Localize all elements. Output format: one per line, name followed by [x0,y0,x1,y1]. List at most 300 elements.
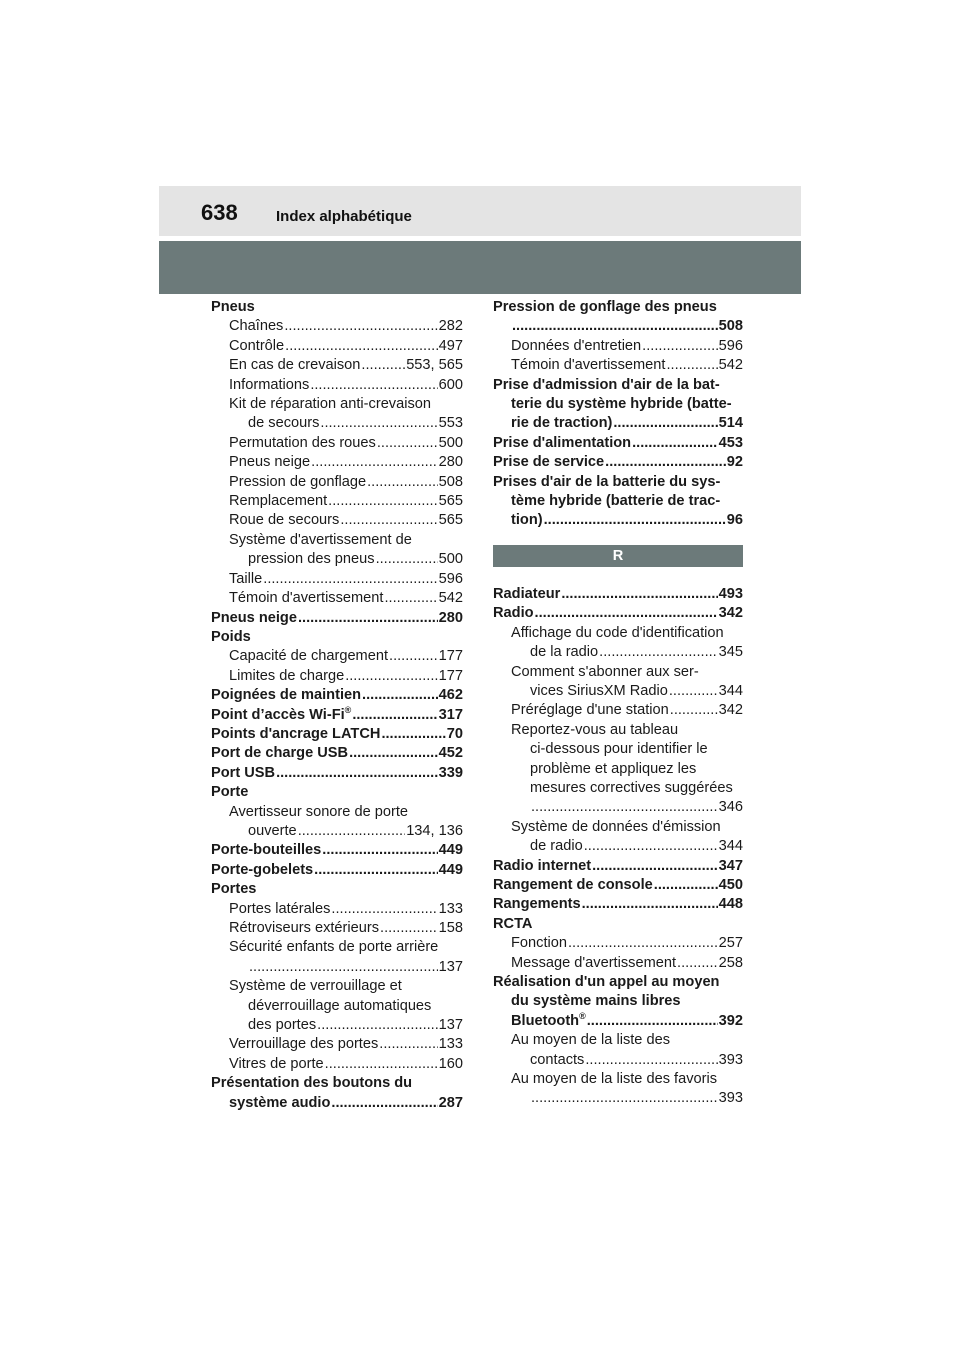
entry-term-line: terie du système hybride (batte- [511,396,732,413]
entry-term: tion) [511,512,543,529]
index-entry-sub [493,356,743,375]
index-entry-line [211,861,463,880]
page-reference: 345 [718,644,743,661]
dot-leader [599,643,717,662]
entry-term: ouverte [248,822,297,839]
index-entry-main [211,841,463,860]
index-entry-sub [211,434,463,453]
entry-term: Prise de service [493,454,605,471]
index-entry-main [211,880,463,899]
index-entry-sub [211,570,463,589]
index-entry-main [493,434,743,453]
index-entry-main [211,744,463,763]
page-reference: 542 [718,357,743,374]
entry-term: Porte-gobelets [211,861,314,878]
index-entry-sub [493,1031,743,1070]
page-reference: 92 [726,454,743,471]
page-reference: 347 [718,857,743,874]
index-entry-line [530,643,743,662]
page-reference: 449 [438,842,463,859]
index-entry-line [229,434,463,453]
index-entry-sub [211,492,463,511]
index-entry-line [229,1055,463,1074]
index-entry-line [211,744,463,763]
index-entry-line [211,764,463,783]
index-entry-line [530,1089,743,1108]
page-reference: 280 [438,609,463,626]
page-reference: 448 [718,896,743,913]
page-reference: 565 [438,493,463,510]
entry-term-line: déverrouillage automatiques [248,997,432,1014]
index-entry-sub [493,663,743,702]
dot-leader [377,434,438,453]
page-reference: 500 [438,434,463,451]
dot-leader [285,337,437,356]
page-reference: 393 [718,1090,743,1107]
page-reference: 134, 136 [406,822,463,839]
entry-term: Pression de gonflage [229,473,367,490]
entry-term-line: Pression de gonflage des pneus [493,299,717,315]
entry-term: Préréglage d'une station [511,702,669,719]
index-entry-line [229,337,463,356]
page-reference: 452 [438,745,463,762]
index-column-left [211,298,463,1113]
entry-term: Témoin d'avertissement [229,590,384,607]
entry-term: Pneus neige [229,454,311,471]
page-reference: 542 [438,590,463,607]
entry-term-line: Système de verrouillage et [229,978,402,995]
index-entry-sub [211,977,463,1035]
entry-term: Limites de charge [229,667,345,684]
dot-leader [340,511,437,530]
index-entry-main [211,686,463,705]
index-entry-line [248,958,463,977]
entry-term: de la radio [530,644,599,661]
dot-leader [605,453,726,472]
entry-term: contacts [530,1051,585,1068]
dot-leader [389,647,438,666]
index-entry-line [229,589,463,608]
entry-term: Contrôle [229,337,285,354]
entry-term: Fonction [511,935,567,952]
page-reference: 393 [718,1051,743,1068]
entry-term: Roue de secours [229,512,340,529]
section-band [159,241,801,294]
index-entry-line [248,414,463,433]
entry-term: Pneus [211,299,255,315]
dot-leader [263,570,437,589]
page-reference: 500 [438,551,463,568]
entry-term: RCTA [493,915,533,932]
dot-leader [320,414,437,433]
page-reference: 137 [438,958,463,975]
index-entry-line [229,511,463,530]
index-entry-sub [211,647,463,666]
entry-term: Message d'avertissement [511,954,677,971]
dot-leader [585,1051,717,1070]
index-entry-sub [493,934,743,953]
index-entry-sub [493,337,743,356]
entry-term: Permutation des roues [229,434,376,451]
entry-term: Radio [493,605,534,622]
page-reference: 258 [718,954,743,971]
index-entry-line [211,609,463,628]
entry-term: vices SiriusXM Radio [530,682,668,699]
dot-leader [531,1089,718,1108]
dot-leader [322,841,437,860]
entry-term: Taille [229,570,263,587]
dot-leader [314,861,437,880]
dot-leader [352,706,437,725]
entry-term: Chaînes [229,318,284,335]
entry-term: rie de traction) [511,415,613,432]
index-entry-line [493,895,743,914]
page-reference: 137 [438,1017,463,1034]
index-entry-sub [211,919,463,938]
dot-leader [380,919,438,938]
index-entry-line [248,550,463,569]
index-entry-sub [211,337,463,356]
page-reference: 596 [718,337,743,354]
entry-term: de radio [530,838,583,855]
index-entry-main [493,973,743,1031]
page-reference: 160 [438,1055,463,1072]
entry-term-line: Reportez-vous au tableau [511,721,679,738]
entry-term-line: problème et appliquez les [530,760,697,777]
index-entry-line [493,585,743,604]
index-entry-line [511,934,743,953]
index-entry-line [248,822,463,841]
page-reference: 346 [718,799,743,816]
entry-term: Prise d'alimentation [493,434,632,451]
index-entry-line [229,1035,463,1054]
entry-term: Rétroviseurs extérieurs [229,920,380,936]
index-entry-sub [211,317,463,336]
dot-leader [345,667,437,686]
index-entry-sub [211,1035,463,1054]
index-entry-sub [211,589,463,608]
entry-term: Rangements [493,896,581,913]
entry-term-line: Au moyen de la liste des favoris [511,1071,718,1088]
dot-leader [669,682,718,701]
index-entry-sub [211,1055,463,1074]
page-reference: 450 [718,876,743,893]
index-entry-sub [211,938,463,977]
index-entry-line [229,473,463,492]
entry-term: Portes latérales [229,900,331,917]
entry-term-line: Avertisseur sonore de porte [229,803,409,820]
index-entry-main [493,298,743,337]
index-entry-line [511,1012,743,1031]
index-entry-main [211,725,463,744]
index-entry-main [211,764,463,783]
entry-term-line: tème hybride (batterie de trac- [511,493,721,510]
dot-leader [284,317,437,336]
entry-term: Remplacement [229,493,328,510]
dot-leader [325,1055,438,1074]
entry-term: Radiateur [493,585,561,602]
entry-term-line: Présentation des boutons du [211,1075,413,1092]
dot-leader [531,798,718,817]
page-reference: 392 [718,1012,743,1029]
page-reference: 344 [718,838,743,855]
index-entry-line [229,317,463,336]
dot-leader [328,492,437,511]
page-reference: 317 [438,706,463,723]
dot-leader [654,876,718,895]
entry-term-line: Prises d'air de la batterie du sys- [493,473,721,490]
index-entry-sub [211,376,463,395]
page-reference: 339 [438,764,463,781]
index-entry-line [511,337,743,356]
index-entry-main [493,604,743,623]
page-reference: 449 [438,861,463,878]
entry-term: des portes [248,1017,317,1034]
index-entry-line [229,492,463,511]
index-entry-main [211,706,463,725]
dot-leader [379,1035,437,1054]
dot-leader [642,337,717,356]
entry-term-line: Kit de réparation anti-crevaison [229,396,431,413]
index-entry-main [211,628,463,647]
dot-leader [362,686,438,705]
page-reference: 596 [438,570,463,587]
entry-term-line: Affichage du code d'identification [511,624,724,641]
index-entry-line [511,317,743,336]
index-entry-main [211,861,463,880]
entry-term-line: ci-dessous pour identifier le [530,741,708,758]
index-entry-main [211,298,463,317]
entry-term-line: Système de données d'émission [511,818,721,835]
dot-leader [376,550,438,569]
entry-term: Pneus neige [211,609,297,626]
page-reference: 282 [438,318,463,335]
dot-leader [613,414,717,433]
page-reference: 280 [438,454,463,471]
entry-term: de secours [248,415,320,432]
entry-term: En cas de crevaison [229,357,361,374]
entry-term: Poignées de maintien [211,687,362,704]
index-entry-line [511,954,743,973]
dot-leader [331,900,437,919]
entry-term: Témoin d'avertissement [511,357,666,374]
entry-term-line: du système mains libres [511,993,681,1010]
dot-leader [317,1016,437,1035]
index-entry-sub [211,395,463,434]
page-reference: 600 [438,376,463,393]
dot-leader [311,453,437,472]
index-entry-line [530,1051,743,1070]
dot-leader [561,585,717,604]
page-reference: 257 [718,935,743,952]
registered-mark: ® [579,1010,586,1021]
page-reference: 344 [718,682,743,699]
dot-leader [367,473,438,492]
dot-leader [592,857,718,876]
index-entry-line [229,376,463,395]
index-entry-line [530,798,743,817]
dot-leader [670,701,718,720]
index-entry-line [493,604,743,623]
page-reference: 287 [438,1094,463,1111]
entry-term: Rangement de console [493,876,653,893]
index-entry-line [493,434,743,453]
index-entry-main [493,895,743,914]
page-reference: 514 [718,415,743,432]
dot-leader [384,589,437,608]
index-entry-sub [211,511,463,530]
page-reference: 342 [718,702,743,719]
dot-leader [310,376,437,395]
index-entry-sub [211,900,463,919]
entry-term: Poids [211,628,251,645]
page-reference: 158 [438,920,463,936]
index-entry-line [511,701,743,720]
section-letter-bar: R [493,545,743,567]
index-entry-line [530,682,743,701]
index-entry-main [493,473,743,531]
entry-term: Port USB [211,764,276,781]
index-entry-line [211,725,463,744]
entry-term: Radio internet [493,857,592,874]
entry-term: Porte [211,784,249,801]
entry-term: Bluetooth® [511,1010,586,1029]
dot-leader [677,954,718,973]
index-entry-line [229,647,463,666]
dot-leader [361,356,405,375]
index-entry-main [211,783,463,802]
page-reference: 96 [726,512,743,529]
entry-term-line: Réalisation d'un appel au moyen [493,974,720,990]
dot-leader [298,609,438,628]
index-entry-sub [493,721,743,818]
index-entry-line [229,1094,463,1113]
dot-leader [381,725,445,744]
entry-term: Capacité de chargement [229,648,389,665]
page-reference: 553, 565 [406,357,463,374]
index-entry-line [229,900,463,919]
page-reference: 508 [438,473,463,490]
dot-leader [666,356,717,375]
index-entry-main [211,609,463,628]
index-entry-sub [211,531,463,570]
page-reference: 565 [438,512,463,529]
index-entry-line [248,1016,463,1035]
entry-term: Vitres de porte [229,1055,324,1072]
entry-term: pression des pneus [248,551,375,568]
index-entry-line [493,876,743,895]
page-number: 638 [201,200,238,225]
page-reference: 70 [446,725,463,742]
index-entry-line [530,837,743,856]
index-entry-sub [211,803,463,842]
index-entry-line [211,706,463,725]
entry-term-line: Au moyen de la liste des [511,1032,670,1049]
dot-leader [331,1094,437,1113]
index-entry-line [229,570,463,589]
index-column-right [493,298,743,1109]
entry-term-line: Prise d'admission d'air de la bat- [493,376,720,393]
dot-leader [544,511,726,530]
index-entry-main [493,857,743,876]
dot-leader [349,744,438,763]
index-entry-main [211,1074,463,1113]
index-entry-line [511,356,743,375]
dot-leader [298,822,406,841]
dot-leader [249,958,438,977]
index-entry-main [493,915,743,934]
index-entry-sub [493,1070,743,1109]
page-reference: 497 [438,337,463,354]
page-reference: 462 [438,687,463,704]
index-entry-line [511,414,743,433]
page-reference: 342 [718,605,743,622]
index-entry-main [493,876,743,895]
index-entry-line [211,686,463,705]
page-reference: 133 [438,1036,463,1053]
entry-term-line: Sécurité enfants de porte arrière [229,939,439,956]
entry-term: Portes [211,881,257,898]
index-entry-line [493,453,743,472]
page-reference: 453 [718,434,743,451]
dot-leader [587,1012,718,1031]
dot-leader [535,604,718,623]
entry-term: Port de charge USB [211,745,349,762]
dot-leader [584,837,718,856]
index-entry-main [493,453,743,472]
index-entry-main [493,585,743,604]
index-entry-line [229,919,463,938]
index-entry-sub [493,701,743,720]
entry-term: Point d’accès Wi-Fi® [211,704,352,723]
page-title: Index alphabétique [276,208,412,225]
index-entry-sub [211,356,463,375]
page-reference: 553 [438,415,463,432]
page-reference: 508 [718,318,743,335]
page-reference: 493 [718,585,743,602]
entry-term: Verrouillage des portes [229,1036,379,1053]
index-entry-line [493,857,743,876]
entry-term: Informations [229,376,310,393]
page-reference: 177 [438,648,463,665]
dot-leader [582,895,718,914]
index-entry-line [511,511,743,530]
index-entry-sub [493,954,743,973]
index-entry-line [229,356,463,375]
index-entry-sub [211,667,463,686]
entry-term: Points d'ancrage LATCH [211,725,381,742]
index-entry-line [211,841,463,860]
page-reference: 177 [438,667,463,684]
header-band [159,186,801,236]
entry-term: système audio [229,1094,331,1111]
dot-leader [276,764,438,783]
dot-leader [568,934,718,953]
entry-term-line: Système d'avertissement de [229,531,412,548]
dot-leader [632,434,718,453]
index-entry-main [493,376,743,434]
entry-term: Données d'entretien [511,337,642,354]
registered-mark: ® [344,704,352,715]
index-entry-line [229,453,463,472]
dot-leader [512,317,718,336]
entry-term-line: Comment s'abonner aux ser- [511,663,699,680]
index-entry-sub [211,473,463,492]
entry-term: Porte-bouteilles [211,842,322,859]
index-entry-sub [493,818,743,857]
page-reference: 133 [438,900,463,917]
entry-term-line: mesures correctives suggérées [530,779,733,796]
